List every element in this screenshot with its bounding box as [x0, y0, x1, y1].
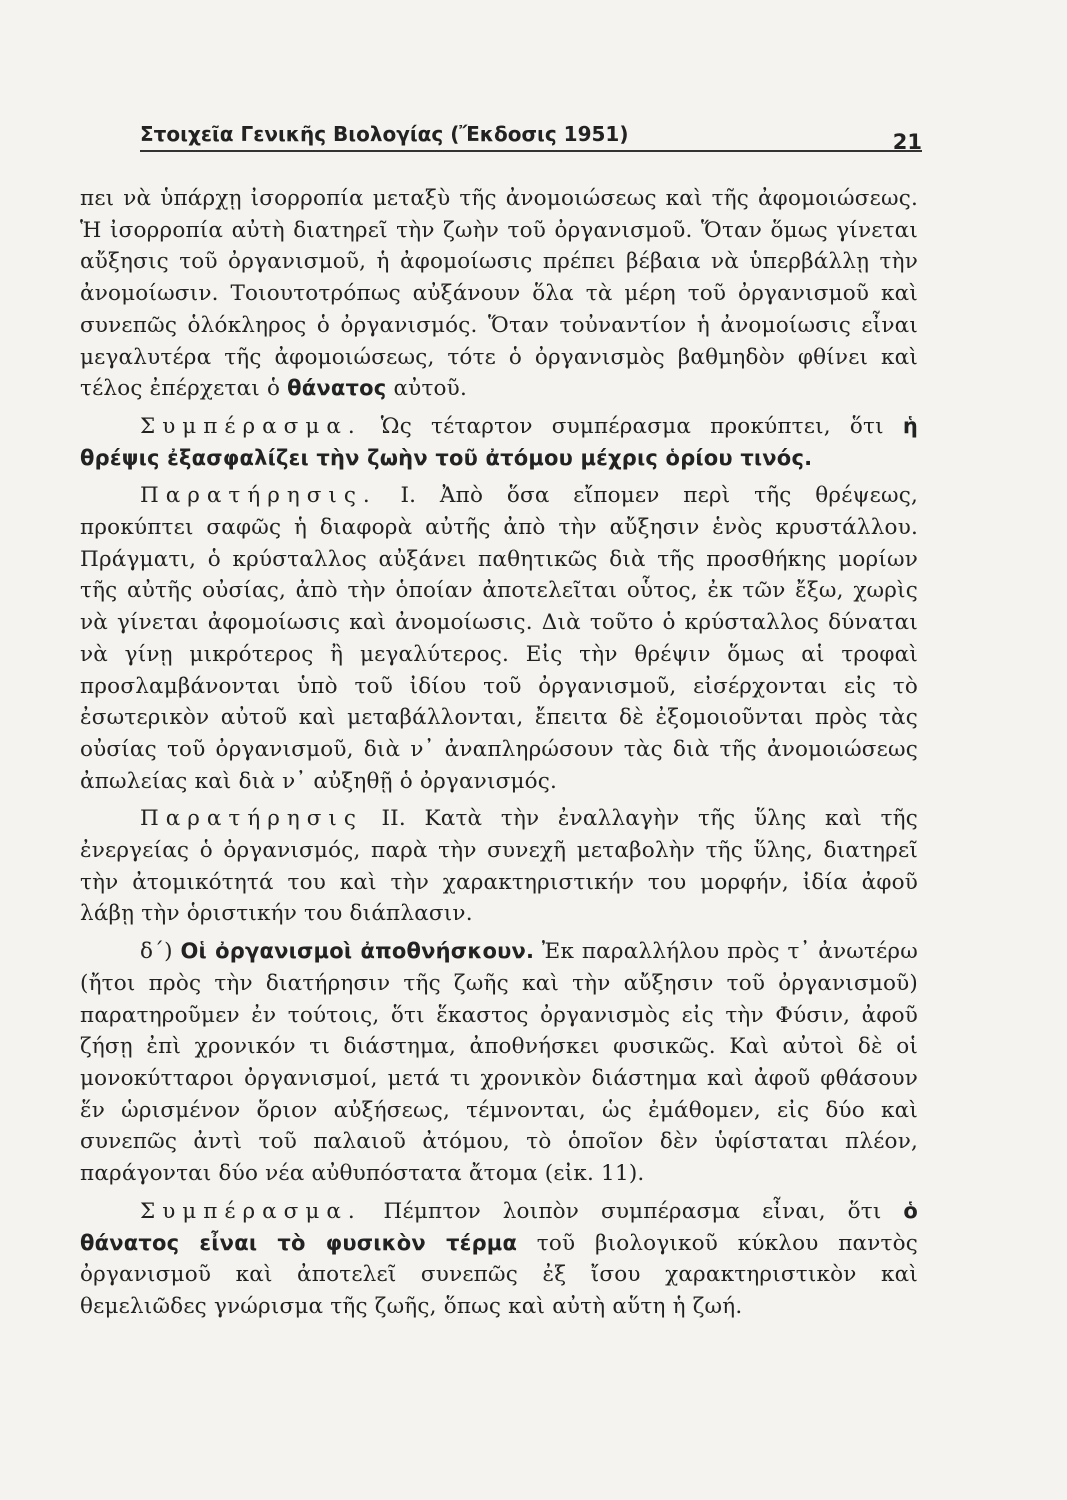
paragraph-6-bold: ὁ θάνατος εἶναι τὸ φυσικὸν τέρμα [80, 1198, 918, 1255]
section-heading: Οἱ ὀργανισμοὶ ἀποθνήσκουν. [180, 939, 535, 964]
paragraph-6-end: τοῦ βιολογικοῦ κύκλου παντὸς ὀργανισμοῦ καὶ ἀποτελεῖ συνεπῶς ἐξ ἴσου χαρακτηριστικὸν καὶ θεμελιῶδες γνώρισμα τῆς ζωῆς, ὅπως καὶ αὐτὴ αὕτη ἡ ζωή. [80, 1230, 918, 1319]
paragraph-6-text: Πέμπτον λοιπὸν συμπέρασμα εἶναι, ὅτι [361, 1198, 904, 1224]
paragraph-1-end: αὐτοῦ. [386, 376, 467, 402]
paragraph-1 [80, 183, 918, 405]
paragraph-3-text: I. Ἀπὸ ὅσα εἴπομεν περὶ τῆς θρέψεως, προκύπτει σαφῶς ἡ διαφορὰ αὐτῆς ἀπὸ τὴν αὔξησιν ἑνὸς κρυστάλλου. Πράγματι, ὁ κρύσταλλος αὐξάνει παθητικῶς διὰ τῆς προσθήκης μορίων τῆς αὐτῆς οὐσίας, ἀπὸ τὴν ὁποίαν ἀποτελεῖται οὗτος, ἐκ τῶν ἔξω, χωρὶς νὰ γίνεται ἀφομοίωσις καὶ ἀνομοίωσις. Διὰ τοῦτο ὁ κρύσταλλος δύναται νὰ γίνῃ μικρότερος ἢ μεγαλύτερος. Εἰς τὴν θρέψιν ὅμως αἱ τροφαὶ προσλαμβάνονται ὑπὸ τοῦ ἰδίου τοῦ ὀργανισμοῦ, εἰσέρχονται εἰς τὸ ἐσωτερικὸν αὐτοῦ καὶ μεταβάλλονται, ἔπειτα δὲ ἐξομοιοῦνται πρὸς τὰς οὐσίας τοῦ ὀργανισμοῦ, διὰ ν᾿ ἀναπληρώσουν τὰς διὰ τῆς ἀνομοιώσεως ἀπωλείας καὶ διὰ ν᾿ αὐξηθῇ ὁ ὀργανισμός. [80, 483, 918, 794]
paragraph-2-bold: ἡ θρέψις ἐξασφαλίζει τὴν ζωὴν τοῦ ἀτόμου μέχρις ὁρίου τινός. [80, 413, 918, 470]
paragraph-1-text: πει νὰ ὑπάρχῃ ἰσορροπία μεταξὺ τῆς ἀνομοιώσεως καὶ τῆς ἀφομοιώσεως. Ἡ ἰσορροπία αὐτὴ διατηρεῖ τὴν ζωὴν τοῦ ὀργανισμοῦ. Ὅταν ὅμως γίνεται αὔξησις τοῦ ὀργανισμοῦ, ἡ ἀφομοίωσις πρέπει βέβαια νὰ ὑπερβάλλῃ τὴν ἀνομοίωσιν. Τοιουτοτρόπως αὐξάνουν ὅλα τὰ μέρη τοῦ ὀργανισμοῦ καὶ συνεπῶς ὁλόκληρος ὁ ὀργανισμός. Ὅταν τοὐναντίον ἡ ἀνομοίωσις εἶναι μεγαλυτέρα τῆς ἀφομοιώσεως, τότε ὁ ὀργανισμὸς βαθμηδὸν φθίνει καὶ τέλος ἐπέρχεται ὁ [80, 186, 918, 402]
page-body [80, 183, 918, 1329]
conclusion-label-5: Συμπέρασμα. [140, 1198, 362, 1224]
running-header [140, 122, 922, 152]
paragraph-5-text: Ἐκ παραλλήλου πρὸς τ᾿ ἀνωτέρω (ἤτοι πρὸς τὴν διατήρησιν τῆς ζωῆς καὶ τὴν αὔξησιν τοῦ ὀργανισμοῦ) παρατηροῦμεν ἐν τούτοις, ὅτι ἕκαστος ὀργανισμὸς εἰς τὴν Φύσιν, ἀφοῦ ζήσῃ ἐπὶ χρονικόν τι διάστημα, ἀποθνήσκει φυσικῶς. Καὶ αὐτοὶ δὲ οἱ μονοκύτταροι ὀργανισμοί, μετά τι χρονικὸν διάστημα καὶ ἀφοῦ φθάσουν ἕν ὡρισμένον ὅριον αὐξήσεως, τέμνονται, ὡς ἐμάθομεν, εἰς δύο καὶ συνεπῶς ἀντὶ τοῦ παλαιοῦ ἀτόμου, τὸ ὁποῖον δὲν ὑφίσταται πλέον, παράγονται δύο νέα αὐθυπόστατα ἄτομα (εἰκ. 11). [80, 939, 918, 1187]
paragraph-2 [80, 411, 918, 474]
paragraph-3 [80, 480, 918, 797]
remark-label-2: Παρατήρησις [140, 806, 363, 832]
paragraph-4-text: II. Κατὰ τὴν ἐναλλαγὴν τῆς ὕλης καὶ τῆς ἐνεργείας ὁ ὀργανισμός, παρὰ τὴν συνεχῆ μεταβολὴν τῆς ὕλης, διατηρεῖ τὴν ἀτομικότητά του καὶ τὴν χαρακτηριστικήν του μορφήν, ἰδία ἀφοῦ λάβῃ τὴν ὁριστικήν του διάπλασιν. [80, 806, 918, 927]
paragraph-2-text: Ὡς τέταρτον συμπέρασμα προκύπτει, ὅτι [361, 413, 903, 439]
header-title: Στοιχεῖα Γενικῆς Βιολογίας (Ἔκδοσις 1951) [140, 122, 629, 146]
paragraph-4 [80, 803, 918, 930]
page-number: 21 [892, 130, 922, 154]
paragraph-1-bold: θάνατος [287, 376, 387, 401]
paragraph-6 [80, 1196, 918, 1323]
remark-label-1: Παρατήρησις. [140, 483, 377, 509]
section-label-d: δ΄) [140, 939, 173, 965]
conclusion-label-4: Συμπέρασμα. [140, 413, 362, 439]
paragraph-5 [80, 936, 918, 1190]
